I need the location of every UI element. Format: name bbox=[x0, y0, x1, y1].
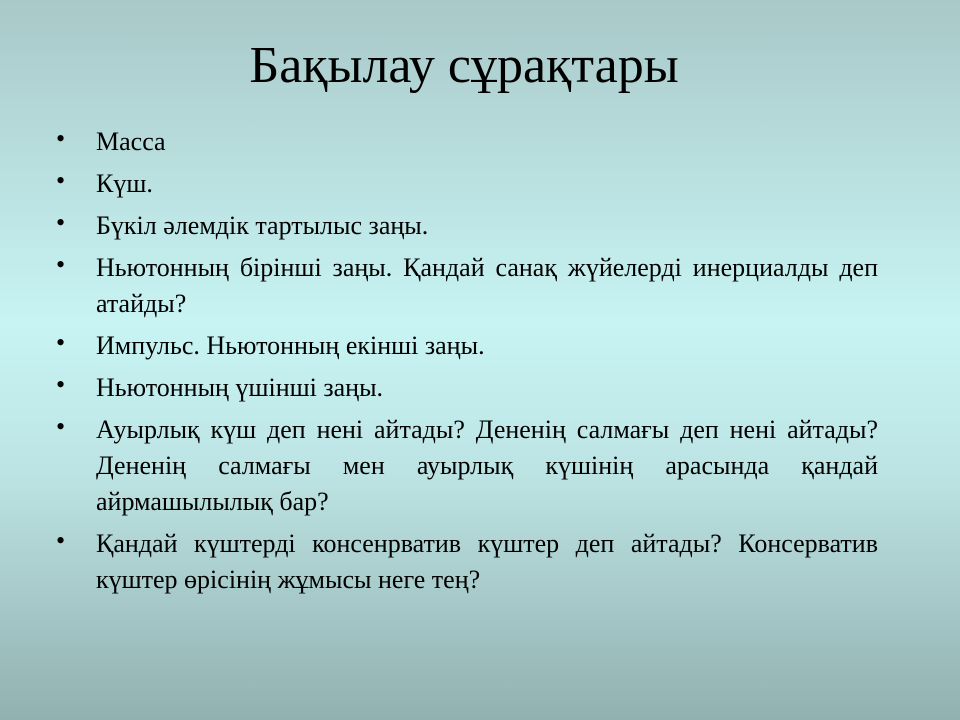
bullet-icon: • bbox=[56, 166, 66, 195]
list-item-text: Күш. bbox=[96, 169, 153, 198]
list-item bbox=[56, 124, 878, 160]
bullet-icon: • bbox=[56, 370, 66, 399]
list-item-text: Бүкіл әлемдік тартылыс заңы. bbox=[96, 211, 429, 240]
list-item bbox=[56, 328, 878, 364]
bullet-list bbox=[56, 124, 878, 604]
list-item-text: Масса bbox=[96, 127, 166, 156]
list-item-text: Қандай күштерді консенрватив күштер деп айтады? Консерватив күштер өрісінің жұмысы неге тең? bbox=[96, 529, 878, 594]
list-item-text: Ауырлық күш деп нені айтады? Дененің салмағы деп нені айтады? Дененің салмағы мен ауырлық күшінің арасында қандай айрмашылылық бар? bbox=[96, 415, 878, 516]
list-item bbox=[56, 412, 878, 520]
list-item-text: Ньютонның бірінші заңы. Қандай санақ жүйелерді инерциалды деп атайды? bbox=[96, 253, 878, 318]
bullet-icon: • bbox=[56, 124, 66, 153]
bullet-icon: • bbox=[56, 328, 66, 357]
bullet-icon: • bbox=[56, 208, 66, 237]
list-item bbox=[56, 526, 878, 598]
list-item bbox=[56, 208, 878, 244]
list-item-text: Импульс. Ньютонның екінші заңы. bbox=[96, 331, 485, 360]
list-item-text: Ньютонның үшінші заңы. bbox=[96, 373, 384, 402]
bullet-icon: • bbox=[56, 526, 66, 555]
list-item bbox=[56, 166, 878, 202]
slide-title: Бақылау сұрақтары bbox=[249, 37, 679, 94]
bullet-icon: • bbox=[56, 412, 66, 441]
bullet-icon: • bbox=[56, 250, 66, 279]
list-item bbox=[56, 370, 878, 406]
list-item bbox=[56, 250, 878, 322]
